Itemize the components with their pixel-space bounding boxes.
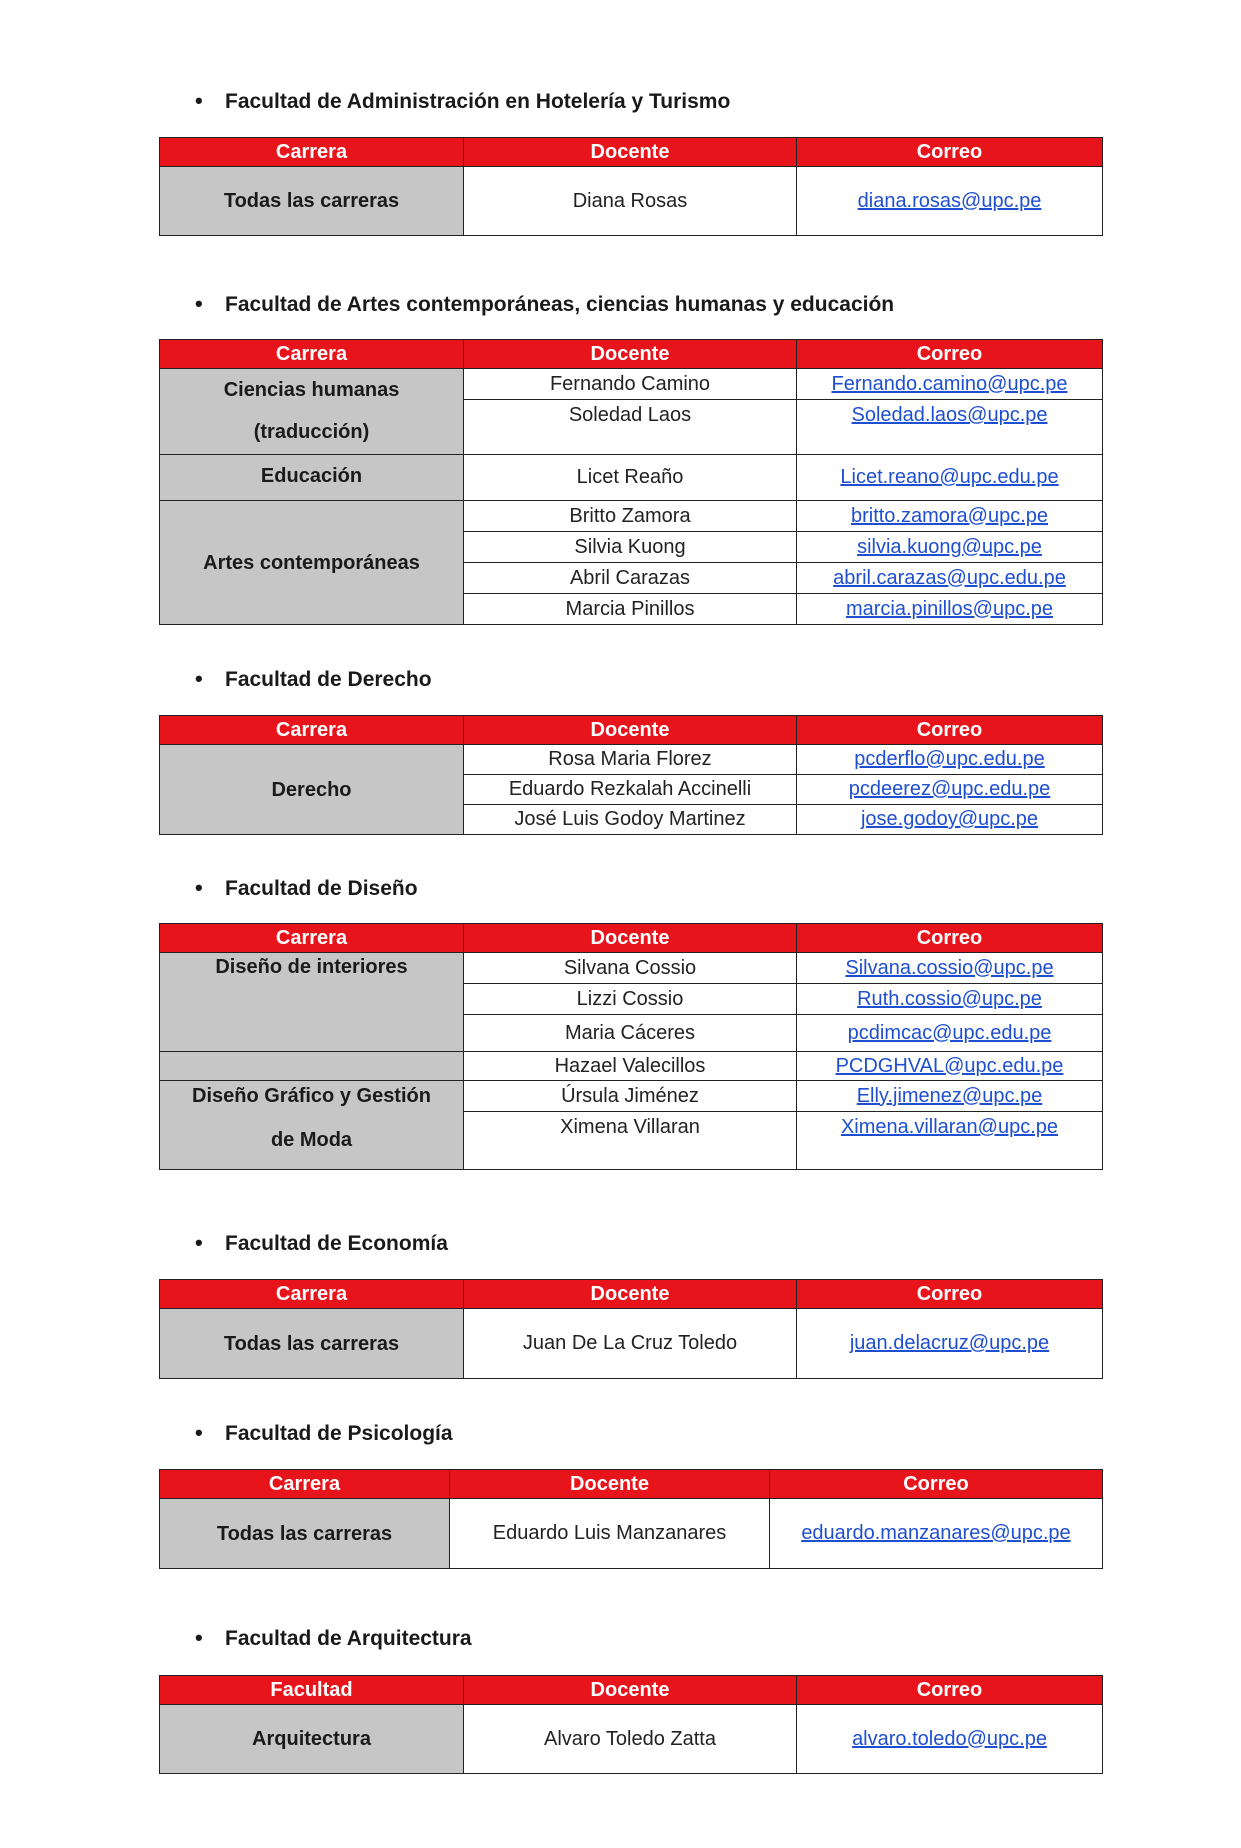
col-header: Carrera (160, 1280, 464, 1309)
faculty-table (159, 715, 1103, 835)
docente-cell: Eduardo Rezkalah Accinelli (464, 775, 797, 805)
col-header: Correo (797, 924, 1103, 953)
carrera-line: Ciencias humanas (223, 379, 400, 401)
carrera-cell (160, 1081, 464, 1170)
faculty-table (159, 1469, 1103, 1569)
col-header: Carrera (160, 138, 464, 167)
col-header: Docente (464, 340, 797, 369)
col-header: Carrera (160, 924, 464, 953)
docente-cell: Juan De La Cruz Toledo (464, 1309, 797, 1379)
section-heading (195, 875, 418, 901)
carrera-cell: Todas las carreras (160, 167, 464, 236)
email-link[interactable]: pcderflo@upc.edu.pe (797, 745, 1103, 775)
docente-cell: Licet Reaño (464, 455, 797, 501)
col-header: Docente (464, 716, 797, 745)
section-heading (195, 291, 895, 317)
faculty-table (159, 1675, 1103, 1774)
table-row (160, 1309, 1103, 1379)
email-link[interactable]: Silvana.cossio@upc.pe (797, 953, 1103, 984)
email-link[interactable]: Fernando.camino@upc.pe (797, 369, 1103, 400)
email-link[interactable]: Soledad.laos@upc.pe (797, 400, 1103, 455)
docente-cell: Britto Zamora (464, 501, 797, 532)
faculty-title: Facultad de Psicología (225, 1422, 453, 1445)
docente-cell: Alvaro Toledo Zatta (464, 1705, 797, 1774)
table-header-row (160, 1676, 1103, 1705)
docente-cell: Eduardo Luis Manzanares (450, 1499, 770, 1569)
docente-cell: Rosa Maria Florez (464, 745, 797, 775)
faculty-title: Facultad de Economía (225, 1232, 448, 1255)
col-header: Docente (450, 1470, 770, 1499)
docente-cell: Diana Rosas (464, 167, 797, 236)
carrera-cell-empty (160, 1052, 464, 1081)
faculty-title: Facultad de Derecho (225, 668, 432, 691)
bullet-icon: • (195, 1420, 203, 1445)
col-header: Correo (797, 138, 1103, 167)
bullet-icon: • (195, 1230, 203, 1255)
col-header: Correo (770, 1470, 1103, 1499)
docente-cell: Ximena Villaran (464, 1112, 797, 1170)
bullet-icon: • (195, 291, 203, 316)
email-link[interactable]: silvia.kuong@upc.pe (797, 532, 1103, 563)
table-row (160, 167, 1103, 236)
col-header: Carrera (160, 1470, 450, 1499)
faculty-table (159, 137, 1103, 236)
col-header: Carrera (160, 716, 464, 745)
table-header-row (160, 716, 1103, 745)
email-link[interactable]: pcdeerez@upc.edu.pe (797, 775, 1103, 805)
carrera-cell: Arquitectura (160, 1705, 464, 1774)
table-row (160, 501, 1103, 532)
table-row (160, 1705, 1103, 1774)
section-heading (195, 1625, 472, 1651)
email-link[interactable]: abril.carazas@upc.edu.pe (797, 563, 1103, 594)
carrera-cell: Todas las carreras (160, 1499, 450, 1569)
faculty-title: Facultad de Diseño (225, 877, 418, 900)
table-header-row (160, 1470, 1103, 1499)
section-heading (195, 1420, 453, 1446)
table-row (160, 1081, 1103, 1112)
carrera-cell (160, 369, 464, 455)
table-row (160, 953, 1103, 984)
table-row (160, 369, 1103, 400)
email-link[interactable]: PCDGHVAL@upc.edu.pe (797, 1052, 1103, 1081)
col-header: Correo (797, 1676, 1103, 1705)
docente-cell: Lizzi Cossio (464, 984, 797, 1015)
carrera-cell: Educación (160, 455, 464, 501)
docente-cell: Soledad Laos (464, 400, 797, 455)
carrera-line: de Moda (270, 1129, 353, 1151)
col-header: Correo (797, 1280, 1103, 1309)
col-header: Carrera (160, 340, 464, 369)
table-header-row (160, 138, 1103, 167)
email-link[interactable]: Elly.jimenez@upc.pe (797, 1081, 1103, 1112)
email-link[interactable]: Licet.reano@upc.edu.pe (797, 455, 1103, 501)
carrera-cell: Artes contemporáneas (160, 501, 464, 625)
col-header: Correo (797, 340, 1103, 369)
docente-cell: Hazael Valecillos (464, 1052, 797, 1081)
section-heading (195, 88, 731, 114)
section-heading (195, 1230, 448, 1256)
col-header: Facultad (160, 1676, 464, 1705)
email-link[interactable]: eduardo.manzanares@upc.pe (770, 1499, 1103, 1569)
carrera-line: (traducción) (253, 421, 370, 443)
docente-cell: Fernando Camino (464, 369, 797, 400)
table-header-row (160, 340, 1103, 369)
bullet-icon: • (195, 875, 203, 900)
table-header-row (160, 924, 1103, 953)
col-header: Docente (464, 1280, 797, 1309)
email-link[interactable]: Ximena.villaran@upc.pe (797, 1112, 1103, 1170)
section-heading (195, 666, 432, 692)
email-link[interactable]: britto.zamora@upc.pe (797, 501, 1103, 532)
table-row (160, 745, 1103, 775)
table-header-row (160, 1280, 1103, 1309)
email-link[interactable]: jose.godoy@upc.pe (797, 805, 1103, 835)
faculty-title: Facultad de Artes contemporáneas, ciencias humanas y educación (225, 293, 895, 316)
faculty-table (159, 1279, 1103, 1379)
docente-cell: Maria Cáceres (464, 1015, 797, 1052)
col-header: Correo (797, 716, 1103, 745)
faculty-title: Facultad de Administración en Hotelería y Turismo (225, 90, 731, 113)
bullet-icon: • (195, 88, 203, 113)
docente-cell: Abril Carazas (464, 563, 797, 594)
email-link[interactable]: pcdimcac@upc.edu.pe (797, 1015, 1103, 1052)
email-link[interactable]: marcia.pinillos@upc.pe (797, 594, 1103, 625)
table-row (160, 1499, 1103, 1569)
carrera-cell: Derecho (160, 745, 464, 835)
email-link[interactable]: diana.rosas@upc.pe (797, 167, 1103, 236)
bullet-icon: • (195, 1625, 203, 1650)
bullet-icon: • (195, 666, 203, 691)
table-row (160, 1052, 1103, 1081)
faculty-table (159, 923, 1103, 1170)
table-row (160, 455, 1103, 501)
carrera-cell: Todas las carreras (160, 1309, 464, 1379)
col-header: Docente (464, 138, 797, 167)
docente-cell: Silvia Kuong (464, 532, 797, 563)
email-link[interactable]: alvaro.toledo@upc.pe (797, 1705, 1103, 1774)
email-link[interactable]: juan.delacruz@upc.pe (797, 1309, 1103, 1379)
col-header: Docente (464, 924, 797, 953)
docente-cell: Úrsula Jiménez (464, 1081, 797, 1112)
carrera-line: Diseño Gráfico y Gestión (192, 1085, 431, 1107)
faculty-table (159, 339, 1103, 625)
docente-cell: José Luis Godoy Martinez (464, 805, 797, 835)
carrera-cell: Diseño de interiores (160, 953, 464, 1052)
col-header: Docente (464, 1676, 797, 1705)
faculty-title: Facultad de Arquitectura (225, 1627, 472, 1650)
docente-cell: Silvana Cossio (464, 953, 797, 984)
docente-cell: Marcia Pinillos (464, 594, 797, 625)
email-link[interactable]: Ruth.cossio@upc.pe (797, 984, 1103, 1015)
